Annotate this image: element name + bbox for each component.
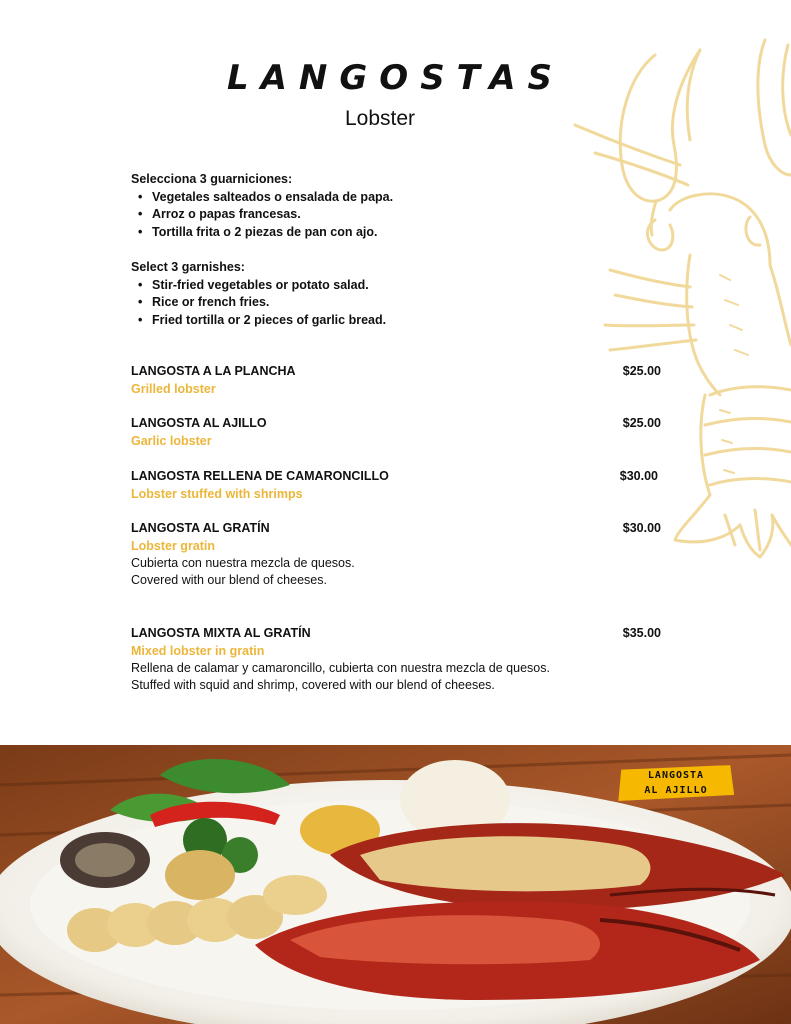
garnish-item: • Arroz o papas francesas. xyxy=(152,206,393,224)
garnish-item: • Stir-fried vegetables or potato salad. xyxy=(152,277,386,295)
menu-item-description-es: Rellena de calamar y camaroncillo, cubierta con nuestra mezcla de quesos. xyxy=(131,661,550,675)
menu-item-name: LANGOSTA AL AJILLO xyxy=(131,416,267,430)
menu-item-name: LANGOSTA RELLENA DE CAMARONCILLO xyxy=(131,469,389,483)
page-subtitle: Lobster xyxy=(344,107,416,130)
menu-item-english-name: Garlic lobster xyxy=(131,434,212,448)
menu-item-price: $25.00 xyxy=(622,364,661,378)
garnish-list-en xyxy=(131,259,386,329)
menu-item-garlic-lobster xyxy=(131,414,661,450)
menu-item-price: $30.00 xyxy=(619,469,658,483)
menu-item-name: LANGOSTA MIXTA AL GRATÍN xyxy=(131,626,311,640)
menu-item-lobster-gratin xyxy=(131,519,661,589)
menu-item-name: LANGOSTA AL GRATÍN xyxy=(131,521,270,535)
menu-item-mixed-lobster-gratin xyxy=(131,624,661,694)
garnish-item: • Fried tortilla or 2 pieces of garlic bread. xyxy=(152,312,386,330)
garnish-heading-en: Select 3 garnishes: xyxy=(131,260,245,274)
page-title: LANGOSTAS xyxy=(226,58,565,98)
menu-item-grilled-lobster xyxy=(131,362,661,398)
garnish-list-es xyxy=(131,171,393,241)
menu-item-price: $25.00 xyxy=(622,416,661,430)
menu-item-price: $30.00 xyxy=(622,521,661,535)
garnish-heading-es: Selecciona 3 guarniciones: xyxy=(131,172,293,186)
menu-item-english-name: Lobster stuffed with shrimps xyxy=(131,487,303,501)
menu-item-description-en: Stuffed with squid and shrimp, covered with our blend of cheeses. xyxy=(131,678,495,692)
menu-item-english-name: Mixed lobster in gratin xyxy=(131,644,265,658)
menu-item-description-es: Cubierta con nuestra mezcla de quesos. xyxy=(131,556,355,570)
garnish-item: • Rice or french fries. xyxy=(152,294,386,312)
menu-item-english-name: Lobster gratin xyxy=(131,539,216,553)
menu-item-description-en: Covered with our blend of cheeses. xyxy=(131,573,327,587)
garnish-item: • Tortilla frita o 2 piezas de pan con ajo. xyxy=(152,224,393,242)
menu-item-name: LANGOSTA A LA PLANCHA xyxy=(131,364,296,378)
garnish-item: • Vegetales salteados o ensalada de papa. xyxy=(152,189,393,207)
photo-caption-text xyxy=(618,766,734,800)
photo-caption-line: AL AJILLO xyxy=(644,785,708,796)
photo-caption-line: LANGOSTA xyxy=(647,770,705,781)
menu-item-price: $35.00 xyxy=(622,626,661,640)
menu-item-stuffed-lobster xyxy=(131,467,661,503)
menu-item-english-name: Grilled lobster xyxy=(131,382,216,396)
